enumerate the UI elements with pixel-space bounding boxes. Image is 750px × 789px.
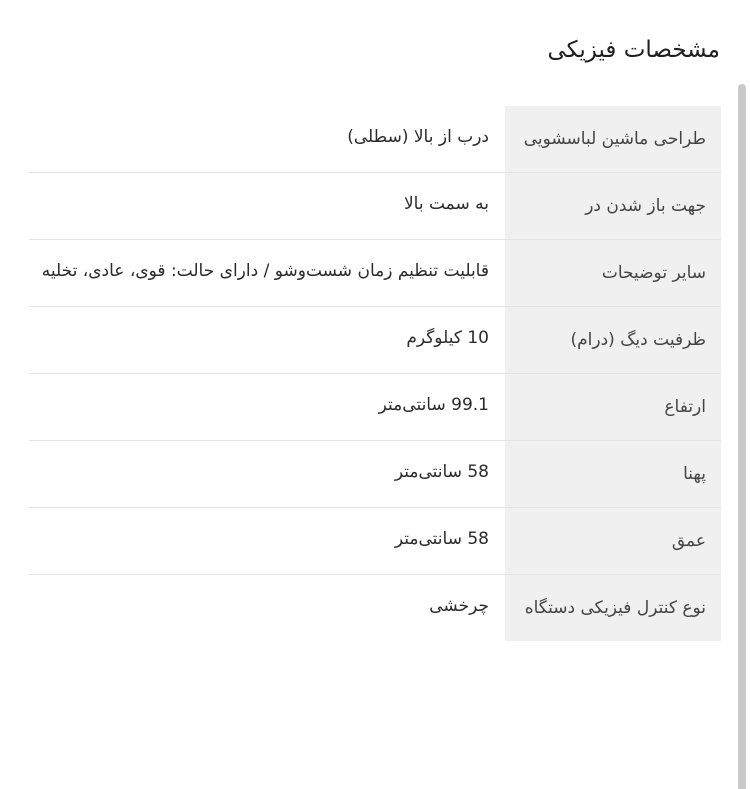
- spec-row-height: [29, 374, 721, 441]
- spec-key: عمق: [505, 508, 721, 574]
- spec-value: 99.1 سانتی‌متر: [378, 395, 489, 415]
- spec-value: درب از بالا (سطلی): [347, 127, 489, 147]
- spec-value: چرخشی: [429, 596, 489, 616]
- section-title: مشخصات فیزیکی: [547, 37, 720, 63]
- spec-row-design: [29, 106, 721, 173]
- spec-row-drum-capacity: [29, 307, 721, 374]
- spec-value: قابلیت تنظیم زمان شست‌وشو / دارای حالت: قوی، عادی، تخلیه: [41, 261, 489, 281]
- spec-key: سایر توضیحات: [505, 240, 721, 306]
- spec-key: ارتفاع: [505, 374, 721, 440]
- spec-value: 10 کیلوگرم: [406, 328, 489, 348]
- spec-value: 58 سانتی‌متر: [394, 462, 489, 482]
- spec-row-door-direction: [29, 173, 721, 240]
- spec-key: طراحی ماشین لباسشویی: [505, 106, 721, 172]
- spec-row-other-details: [29, 240, 721, 307]
- spec-value: به سمت بالا: [403, 194, 489, 214]
- specs-table: [29, 106, 721, 641]
- spec-row-control-type: [29, 575, 721, 641]
- spec-key: جهت باز شدن در: [505, 173, 721, 239]
- spec-row-depth: [29, 508, 721, 575]
- spec-key: پهنا: [505, 441, 721, 507]
- spec-key: نوع کنترل فیزیکی دستگاه: [505, 575, 721, 641]
- spec-value: 58 سانتی‌متر: [394, 529, 489, 549]
- spec-key: ظرفیت دیگ (درام): [505, 307, 721, 373]
- scrollbar[interactable]: [738, 84, 746, 789]
- spec-row-width: [29, 441, 721, 508]
